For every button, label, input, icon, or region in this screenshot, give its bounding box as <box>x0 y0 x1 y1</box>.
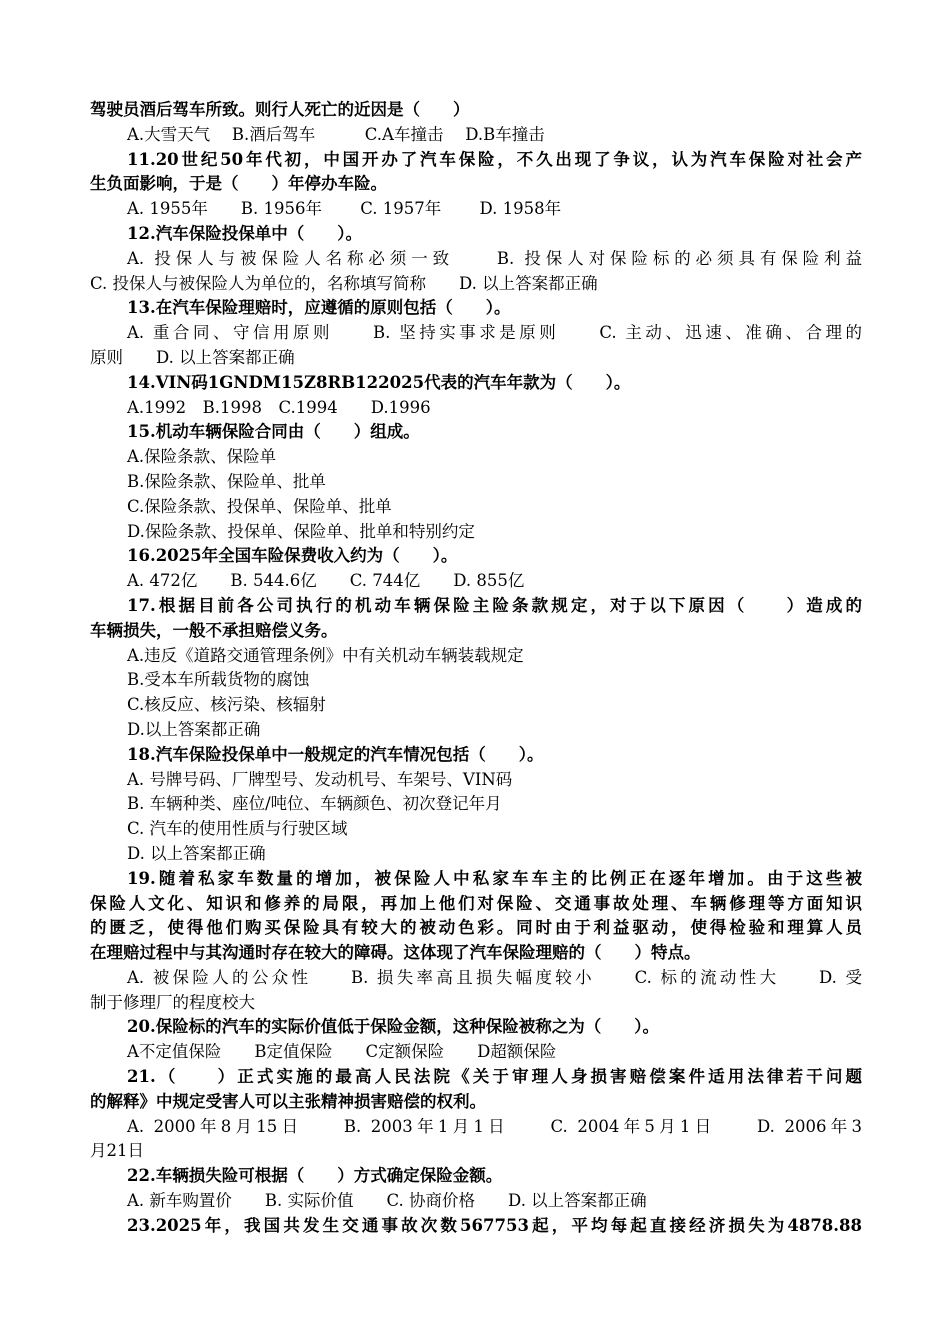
text-line: 原则 D. 以上答案都正确 <box>90 347 295 367</box>
text-line: 14.VIN码1GNDM15Z8RB122025代表的汽车年款为（ ）。 <box>127 372 631 392</box>
text-line: D. 以上答案都正确 <box>127 843 266 863</box>
text-line: 17.根据目前各公司执行的机动车辆保险主险条款规定，对于以下原因（ ）造成的 <box>127 595 862 615</box>
text-line: 的匮乏，使得他们购买保险具有较大的被动色彩。同时由于利益驱动，使得检验和理算人员 <box>90 918 862 938</box>
text-line: D.保险条款、投保单、保险单、批单和特别约定 <box>127 521 475 541</box>
text-line: B.保险条款、保险单、批单 <box>127 471 326 491</box>
text-line: 19.随着私家车数量的增加，被保险人中私家车车主的比例正在逐年增加。由于这些被 <box>127 868 862 888</box>
text-line: 在理赔过程中与其沟通时存在较大的障碍。这体现了汽车保险理赔的（ ）特点。 <box>90 943 701 963</box>
text-line: 18.汽车保险投保单中一般规定的汽车情况包括（ ）。 <box>127 744 544 764</box>
text-line: A. 被保险人的公众性 B. 损失率高且损失幅度较小 C. 标的流动性大 D. 受 <box>127 967 862 987</box>
text-line: 保险人文化、知识和修养的局限，再加上他们对保险、交通事故处理、车辆修理等方面知识 <box>90 893 862 913</box>
text-line: A. 号牌号码、厂牌型号、发动机号、车架号、VIN码 <box>127 769 513 789</box>
text-line: A. 2000年8月15日 B. 2003年1月1日 C. 2004年5月1日 D. 2006年3 <box>127 1116 862 1136</box>
text-line: C.保险条款、投保单、保险单、批单 <box>127 496 392 516</box>
text-line: A. 1955年 B. 1956年 C. 1957年 D. 1958年 <box>127 199 562 219</box>
text-line: A. 新车购置价 B. 实际价值 C. 协商价格 D. 以上答案都正确 <box>127 1191 647 1211</box>
text-line: C.核反应、核污染、核辐射 <box>127 695 326 715</box>
text-line: B.受本车所载货物的腐蚀 <box>127 670 310 690</box>
text-line: A. 472亿 B. 544.6亿 C. 744亿 D. 855亿 <box>127 571 525 591</box>
text-line: 22.车辆损失险可根据（ ）方式确定保险金额。 <box>127 1166 503 1186</box>
text-line: A不定值保险 B定值保险 C定额保险 D超额保险 <box>127 1042 557 1062</box>
text-line: 11.20世纪50年代初，中国开办了汽车保险，不久出现了争议，认为汽车保险对社会产 <box>127 149 862 169</box>
text-line: A. 投保人与被保险人名称必须一致 B. 投保人对保险标的必须具有保险利益 <box>127 248 862 268</box>
text-line: C. 投保人与被保险人为单位的，名称填写简称 D. 以上答案都正确 <box>90 273 598 293</box>
text-line: 月21日 <box>90 1141 144 1161</box>
text-line: 驾驶员酒后驾车所致。则行人死亡的近因是（ ） <box>90 100 470 119</box>
text-line: 23.2025年，我国共发生交通事故次数567753起，平均每起直接经济损失为4878.88 <box>127 1215 862 1235</box>
text-line: A.1992 B.1998 C.1994 D.1996 <box>127 397 431 417</box>
text-line: 制于修理厂的程度校大 <box>90 992 255 1012</box>
text-line: 15.机动车辆保险合同由（ ）组成。 <box>127 422 420 442</box>
text-line: D.以上答案都正确 <box>127 719 261 739</box>
text-line: 12.汽车保险投保单中（ ）。 <box>127 223 362 243</box>
text-line: 13.在汽车保险理赔时，应遵循的原则包括（ ）。 <box>127 298 511 318</box>
text-line: 21.（ ）正式实施的最高人民法院《关于审理人身损害赔偿案件适用法律若干问题 <box>127 1067 862 1087</box>
text-line: 车辆损失，一般不承担赔偿义务。 <box>90 620 338 640</box>
text-line: A.大雪天气 B.酒后驾车 C.A车撞击 D.B车撞击 <box>127 124 545 144</box>
document-page <box>90 98 862 1239</box>
text-line: 生负面影响，于是（ ）年停办车险。 <box>90 174 387 194</box>
text-line: C. 汽车的使用性质与行驶区域 <box>127 819 348 839</box>
text-line: A.保险条款、保险单 <box>127 447 277 467</box>
text-line: 的解释》中规定受害人可以主张精神损害赔偿的权利。 <box>90 1091 486 1111</box>
text-line: 20.保险标的汽车的实际价值低于保险金额，这种保险被称之为（ ）。 <box>127 1017 659 1037</box>
text-line: A. 重合同、守信用原则 B. 坚持实事求是原则 C. 主动、迅速、准确、合理的 <box>127 323 862 343</box>
text-line: 16.2025年全国车险保费收入约为（ ）。 <box>127 546 458 566</box>
text-line: A.违反《道路交通管理条例》中有关机动车辆装载规定 <box>127 645 524 665</box>
text-line: B. 车辆种类、座位/吨位、车辆颜色、初次登记年月 <box>127 794 502 814</box>
